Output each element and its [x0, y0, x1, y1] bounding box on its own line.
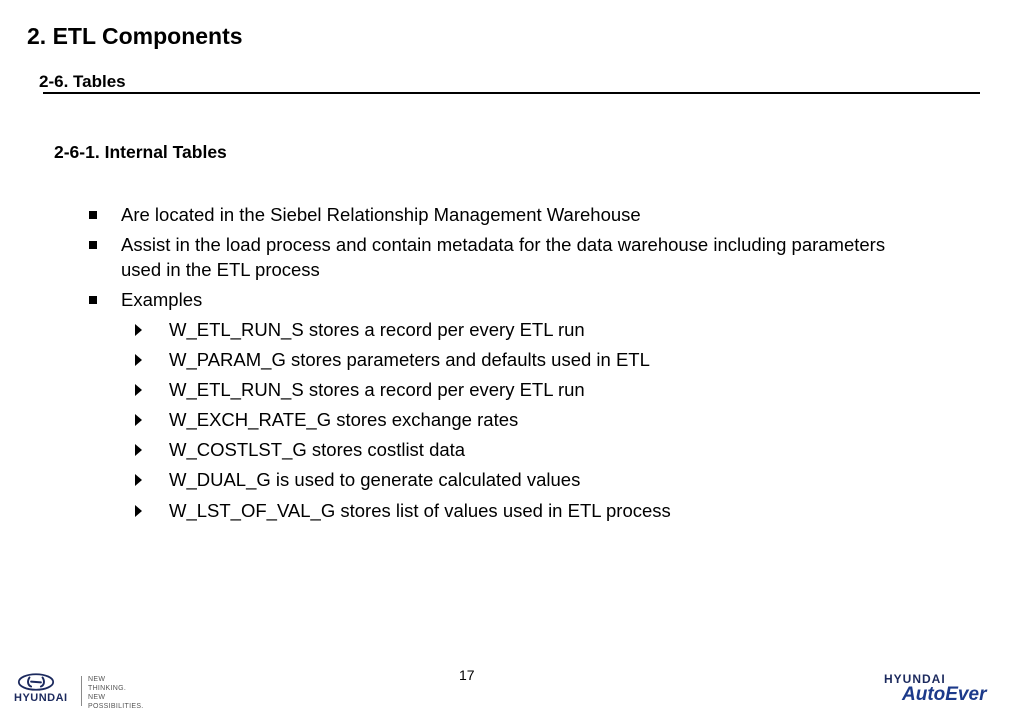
hyundai-emblem-icon: [16, 673, 56, 691]
example-text: W_ETL_RUN_S stores a record per every ETL run: [169, 379, 585, 400]
example-item: [169, 498, 671, 523]
triangle-bullet-icon: [135, 324, 142, 336]
triangle-bullet-icon: [135, 505, 142, 517]
square-bullet-icon: [89, 296, 97, 304]
bullet-item: [121, 202, 921, 227]
triangle-bullet-icon: [135, 444, 142, 456]
square-bullet-icon: [89, 241, 97, 249]
footer-divider: [81, 676, 82, 706]
example-text: W_EXCH_RATE_G stores exchange rates: [169, 409, 519, 430]
example-item: [169, 467, 580, 492]
example-item: [169, 377, 585, 402]
example-text: W_PARAM_G stores parameters and defaults used in ETL: [169, 349, 650, 370]
bullet-item: [121, 232, 921, 282]
bullet-item: [121, 287, 921, 312]
page-number: 17: [459, 667, 475, 683]
section-heading: 2-6-1. Internal Tables: [54, 142, 227, 162]
example-text: W_ETL_RUN_S stores a record per every ETL run: [169, 319, 585, 340]
triangle-bullet-icon: [135, 474, 142, 486]
autoever-wordmark: AutoEver: [902, 684, 987, 705]
bullet-text: Assist in the load process and contain metadata for the data warehouse including parameters used in the ETL process: [121, 234, 886, 280]
hyundai-wordmark: HYUNDAI: [14, 692, 68, 704]
example-item: [169, 347, 650, 372]
example-item: [169, 407, 518, 432]
square-bullet-icon: [89, 211, 97, 219]
example-text: W_LST_OF_VAL_G stores list of values used in ETL process: [169, 500, 671, 521]
page-title: 2. ETL Components: [27, 23, 243, 49]
bullet-text: Examples: [121, 289, 203, 310]
triangle-bullet-icon: [135, 384, 142, 396]
page-subtitle: 2-6. Tables: [39, 72, 126, 91]
autoever-hyundai-wordmark: HYUNDAI: [884, 672, 946, 686]
example-text: W_DUAL_G is used to generate calculated values: [169, 469, 581, 490]
example-item: [169, 437, 465, 462]
triangle-bullet-icon: [135, 414, 142, 426]
triangle-bullet-icon: [135, 354, 142, 366]
example-item: [169, 317, 585, 342]
autoever-logo: [880, 672, 1015, 706]
example-text: W_COSTLST_G stores costlist data: [169, 439, 466, 460]
brand-slogan: NEW THINKING. NEW POSSIBILITIES.: [88, 676, 144, 710]
bullet-text: Are located in the Siebel Relationship Management Warehouse: [121, 204, 641, 225]
